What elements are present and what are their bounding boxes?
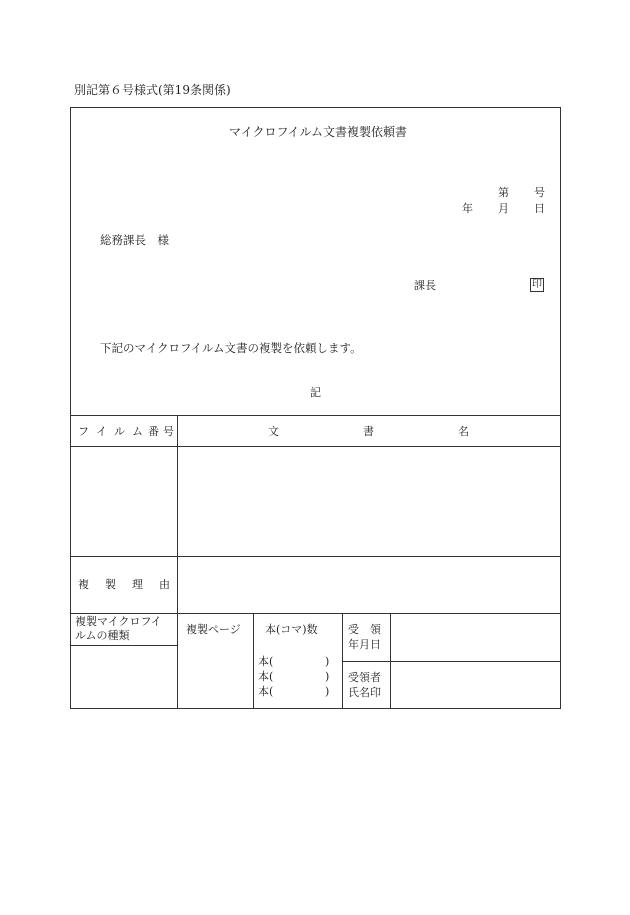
number-gou: 号	[534, 186, 545, 199]
table-header-line	[70, 446, 561, 447]
count-row-2: 本(	[258, 670, 274, 683]
col-divider-pages	[253, 613, 254, 709]
count-row-3: 本(	[258, 685, 274, 698]
date-month: 月	[498, 202, 509, 215]
date-day: 日	[534, 202, 545, 215]
microfilm-type-label-1: 複製マイクロフイ	[75, 615, 162, 628]
count-close-2: )	[325, 670, 330, 683]
count-row-1: 本(	[258, 655, 274, 668]
copy-pages-label: 複製ページ	[186, 623, 241, 636]
request-text: 下記のマイクロフイルム文書の複製を依頼します。	[100, 341, 362, 355]
form-title: マイクロフイルム文書複製依頼書	[229, 125, 407, 139]
receipt-split-line	[342, 661, 561, 662]
col-divider-count	[342, 613, 343, 709]
microfilm-type-label-2: ルムの種類	[75, 629, 130, 642]
frame-count-label: 本(コマ)数	[265, 623, 318, 636]
addressee: 総務課長 様	[100, 233, 169, 247]
type-split-line	[70, 645, 177, 646]
receiver-label-2: 氏名印	[348, 686, 381, 699]
date-year: 年	[462, 202, 473, 215]
reason-bottom-line	[70, 613, 561, 614]
count-close-1: )	[325, 655, 330, 668]
col-divider-main	[177, 415, 178, 709]
seal-icon: 印	[532, 279, 542, 290]
form-reference: 別記第６号様式(第19条関係)	[74, 83, 231, 97]
count-close-3: )	[325, 685, 330, 698]
reason-top-line	[70, 556, 561, 557]
number-dai: 第	[498, 186, 509, 199]
receipt-date-label-2: 年月日	[348, 638, 381, 651]
col-divider-receipt	[390, 613, 391, 709]
requester-title: 課長	[414, 279, 436, 292]
ki-label: 記	[310, 386, 321, 399]
receiver-label-1: 受領者	[348, 671, 381, 684]
table-top-line	[70, 415, 561, 416]
receipt-date-label-1: 受 領	[348, 623, 381, 636]
